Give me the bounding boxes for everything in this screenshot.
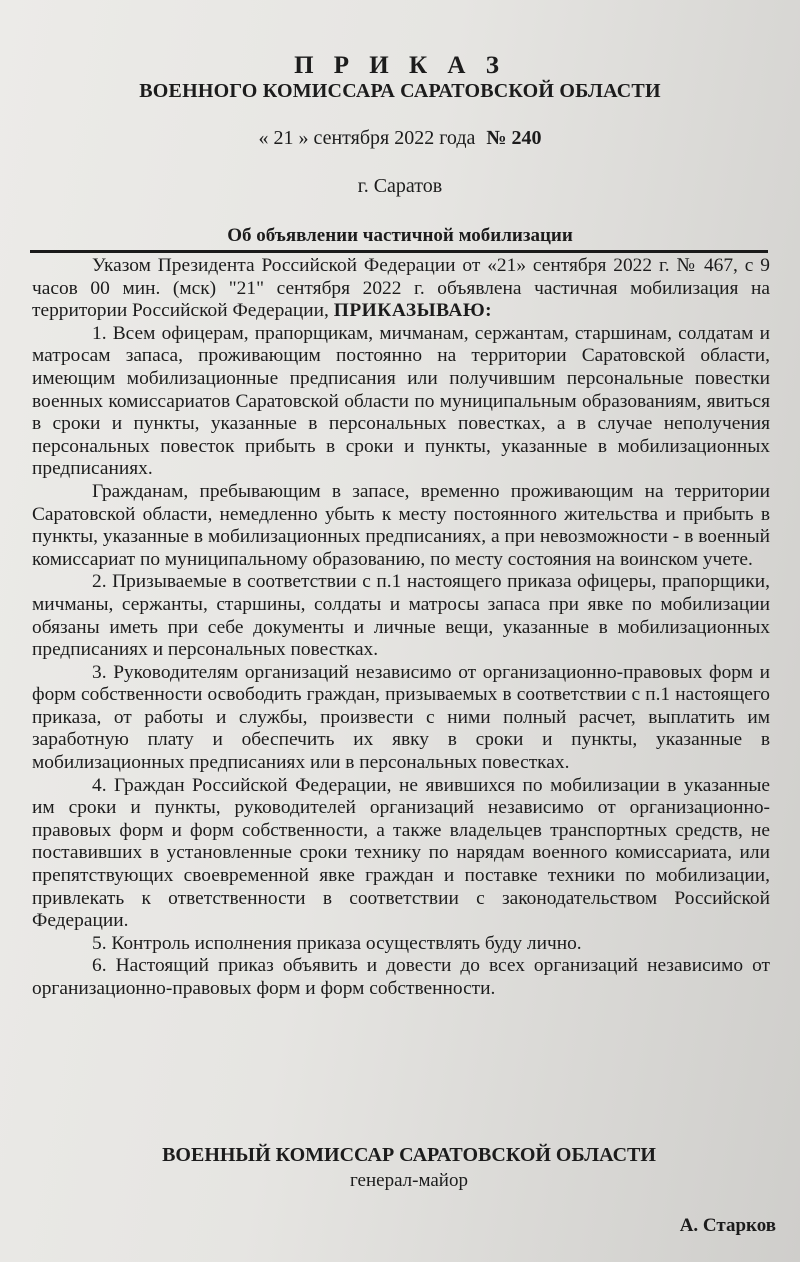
document-body bbox=[32, 255, 770, 1001]
paragraph-1: 1. Всем офицерам, прапорщикам, мичманам, сержантам, старшинам, солдатам и матросам запаса, проживающим постоянно на территории Саратовской области, имеющим мобилизационные предписания или получившим персональные повестки военных комиссариатов Саратовской области по муниципальным образованиям, явиться в сроки и пункты, указанные в персональных повестках, а в случае неполучения персональных повесток прибыть в сроки и пункты, указанные в мобилизационных предписаниях. bbox=[32, 322, 770, 480]
signatory-name: А. Старков bbox=[679, 1215, 776, 1236]
paragraph-5: 5. Контроль исполнения приказа осуществлять буду лично. bbox=[92, 932, 582, 954]
preamble-paragraph bbox=[32, 255, 770, 323]
paragraph-6: 6. Настоящий приказ объявить и довести до всех организаций независимо от организационно-правовых форм и форм собственности. bbox=[32, 955, 770, 999]
header-divider bbox=[30, 250, 768, 253]
document-date: « 21 » сентября 2022 года bbox=[258, 127, 476, 149]
paragraph-2: 2. Призываемые в соответствии с п.1 настоящего приказа офицеры, прапорщики, мичманы, сержанты, старшины, солдаты и матросы запаса при явке по мобилизации обязаны иметь при себе документы и личные вещи, указанные в мобилизационных предписаниях и персональных повестках. bbox=[32, 571, 770, 661]
document-city: г. Саратов bbox=[357, 175, 443, 197]
document-title: П Р И К А З bbox=[294, 52, 506, 79]
document-issuer: ВОЕННОГО КОМИССАРА САРАТОВСКОЙ ОБЛАСТИ bbox=[139, 80, 661, 102]
document-number: № 240 bbox=[486, 127, 542, 149]
paragraph-1-continued: Гражданам, пребывающим в запасе, временно проживающим на территории Саратовской области, немедленно убыть к месту постоянного жительства и прибыть в пункты, указанные в мобилизационных предписаниях, а при невозможности - в военный комиссариат по муниципальному образованию, по месту состояния на воинском учете. bbox=[32, 480, 770, 570]
signatory-title: ВОЕННЫЙ КОМИССАР САРАТОВСКОЙ ОБЛАСТИ bbox=[162, 1144, 656, 1166]
order-keyword: ПРИКАЗЫВАЮ: bbox=[333, 300, 493, 322]
paragraph-4: 4. Граждан Российской Федерации, не явившихся по мобилизации в указанные им сроки и пункты, руководителей организаций независимо от организационно-правовых форм и форм собственности, а также владельцев транспортных средств, не поставивших в установленные сроки технику по нарядам военного комиссариата, или препятствующих своевременной явке граждан и поставке техники по мобилизации, привлекать к ответственности в соответствии с законодательством Российской Федерации. bbox=[32, 774, 770, 932]
paragraph-3: 3. Руководителям организаций независимо от организационно-правовых форм и форм собственности освободить граждан, призываемых в соответствии с п.1 настоящего приказа, от работы и службы, произвести с ними полный расчет, выплатить им заработную плату и обеспечить их явку в сроки и пункты, указанные в мобилизационных предписаниях или в персональных повестках. bbox=[32, 661, 770, 774]
signatory-rank: генерал-майор bbox=[350, 1170, 468, 1191]
document-date-line bbox=[0, 127, 800, 150]
document-subject: Об объявлении частичной мобилизации bbox=[227, 225, 573, 246]
preamble-text: Указом Президента Российской Федерации от «21» сентября 2022 г. № 467, с 9 часов 00 мин. (мск) "21" сентября 2022 г. объявлена частичная мобилизация на территории Российской Федерации, bbox=[32, 255, 770, 322]
